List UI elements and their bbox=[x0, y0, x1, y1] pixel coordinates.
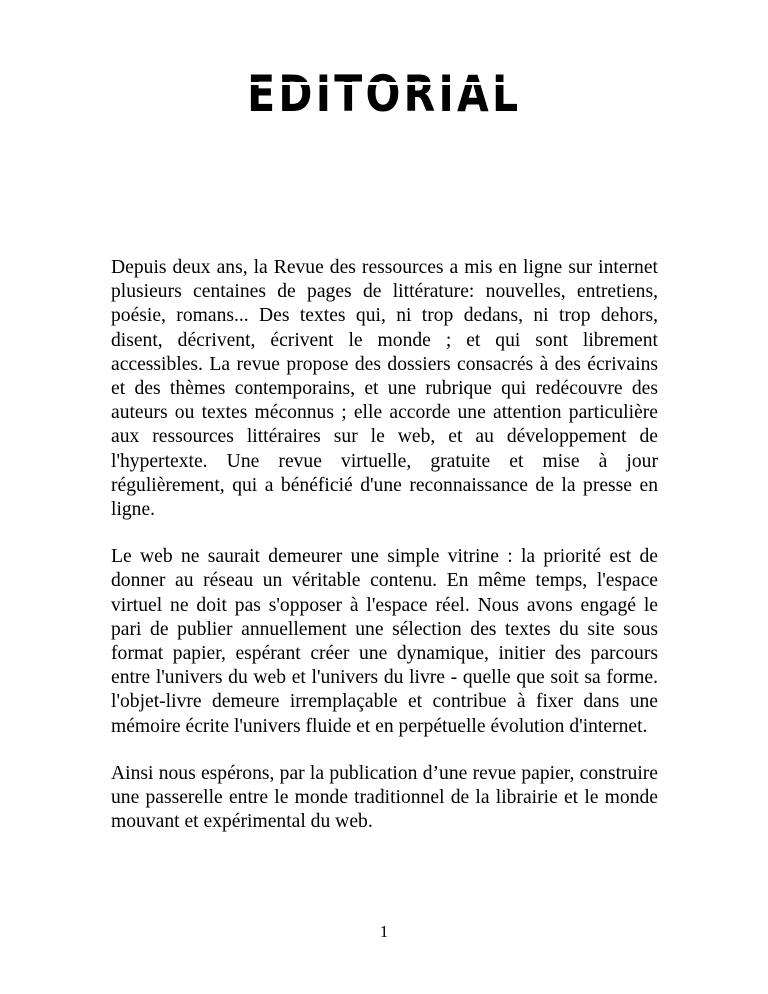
editorial-body bbox=[111, 256, 658, 857]
paragraph-1: Depuis deux ans, la Revue des ressources a mis en ligne sur internet plusieurs centaines de pages de littérature: nouvelles, entretiens, poésie, romans... Des textes qui, ni trop dedans, ni trop dehors, disent, décrivent, écrivent le monde ; et qui sont librement accessibles. La revue propose des dossiers consacrés à des écrivains et des thèmes contemporains, et une rubrique qui redécouvre des auteurs ou textes méconnus ; elle accorde une attention particulière aux ressources littéraires sur le web, et au développement de l'hypertexte. Une revue virtuelle, gratuite et mise à jour régulièrement, qui a bénéficié d'une reconnaissance de la presse en ligne. bbox=[111, 257, 658, 521]
paragraph-2: Le web ne saurait demeurer une simple vitrine : la priorité est de donner au réseau un véritable contenu. En même temps, l'espace virtuel ne doit pas s'opposer à l'espace réel. Nous avons engagé le pari de publier annuellement une sélection des textes du site sous format papier, espérant créer une dynamique, initier des parcours entre l'univers du web et l'univers du livre - quelle que soit sa forme. l'objet-livre demeure irremplaçable et contribue à fixer dans une mémoire écrite l'univers fluide et en perpétuelle évolution d'internet. bbox=[111, 546, 658, 737]
title-container bbox=[0, 64, 768, 124]
paragraph-3: Ainsi nous espérons, par la publication d’une revue papier, construire une passerelle entre le monde traditionnel de la librairie et le monde mouvant et expérimental du web. bbox=[111, 762, 658, 833]
page-number: 1 bbox=[379, 922, 389, 941]
page-title: EDITORIAL bbox=[246, 65, 522, 123]
